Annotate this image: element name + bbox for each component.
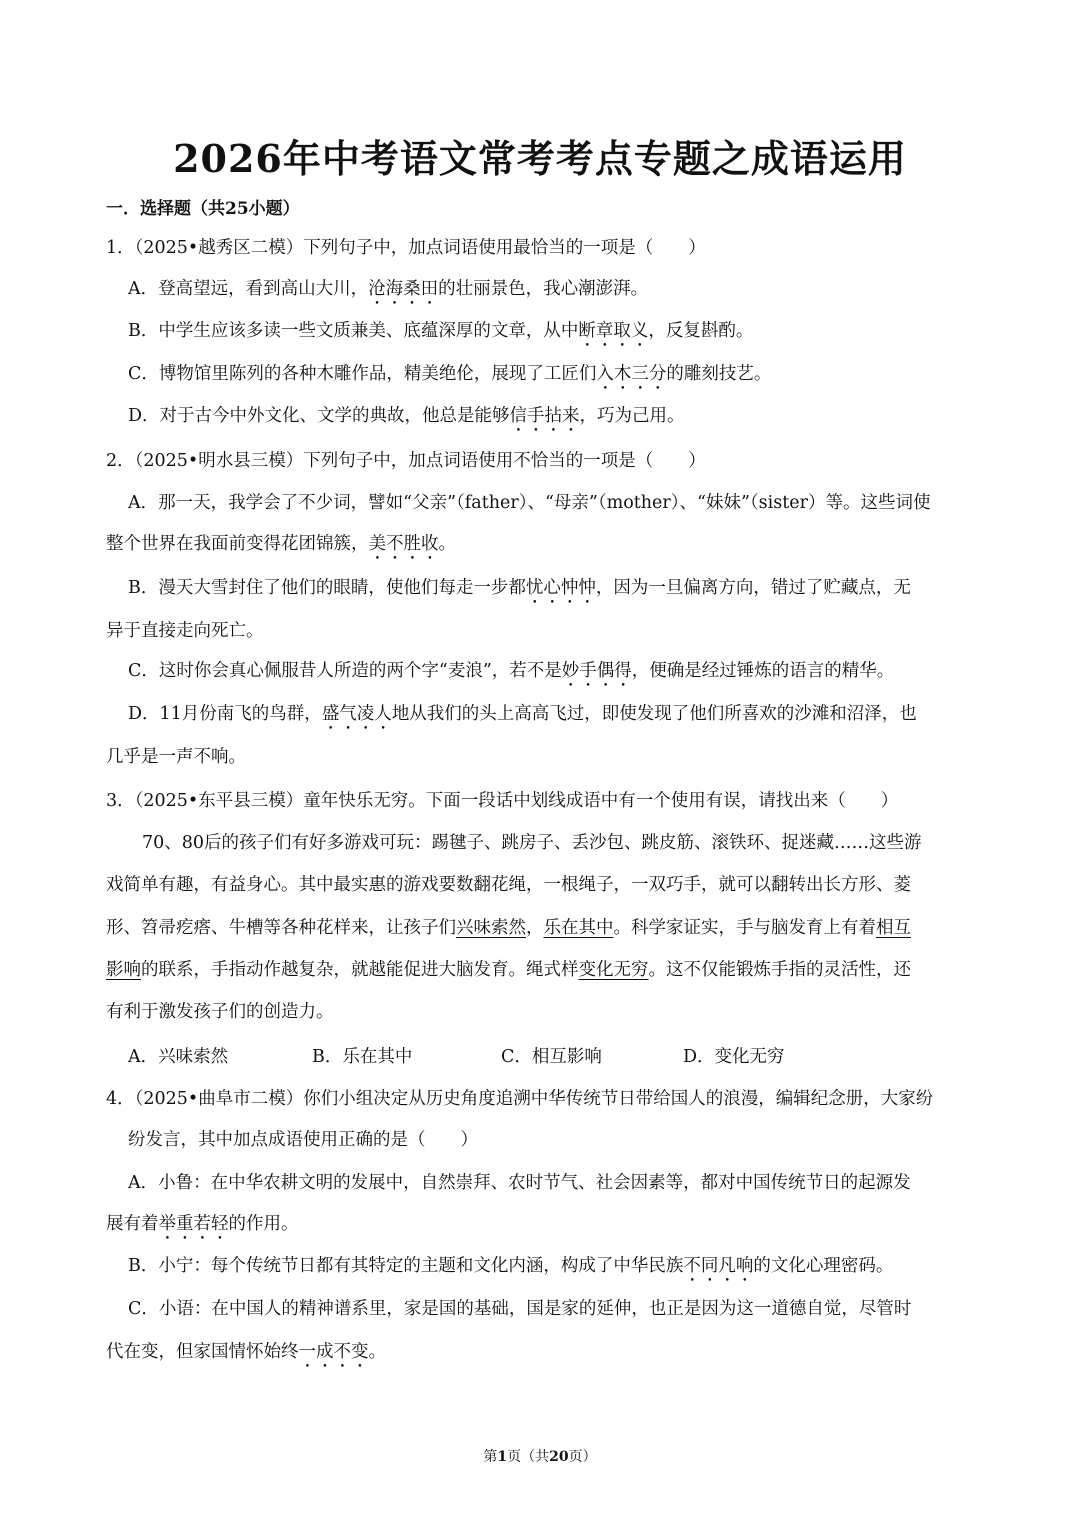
question-4-option-a-line1: A．小鲁：在中华农耕文明的发展中，自然崇拜、农时节气、社会因素等，都对中国传统节日的起源发 — [128, 1173, 911, 1193]
document-title: 2026年中考语文常考考点专题之成语运用 — [173, 136, 907, 181]
current-page-number: 1 — [497, 1449, 508, 1465]
question-4-option-a-line2: 展有着举重若轻的作用。 — [106, 1214, 299, 1234]
question-3-option-a: A．兴味索然 — [128, 1047, 229, 1067]
section-heading: 一．选择题（共25小题） — [106, 199, 300, 219]
question-1-option-d: D．对于古今中外文化、文学的典故，他总是能够信手拈来，巧为己用。 — [128, 406, 685, 426]
question-2-option-d-line1: D．11月份南飞的鸟群，盛气凌人地从我们的头上高高飞过，即使发现了他们所喜欢的沙滩和沼泽，也 — [128, 704, 917, 724]
question-2-option-a-line1: A．那一天，我学会了不少词，譬如“父亲”（father）、“母亲”（mother）、“妹妹”（sister）等。这些词使 — [128, 493, 931, 513]
question-1-option-b: B．中学生应该多读一些文质兼美、底蕴深厚的文章，从中断章取义，反复斟酌。 — [128, 321, 754, 341]
question-3-option-b: B．乐在其中 — [312, 1047, 413, 1067]
question-3-passage-line2: 戏简单有趣，有益身心。其中最实惠的游戏要数翻花绳，一根绳子，一双巧手，就可以翻转出长方形、菱 — [106, 875, 911, 895]
question-3-passage-line5: 有利于激发孩子们的创造力。 — [106, 1002, 334, 1022]
question-2-option-b-line2: 异于直接走向死亡。 — [106, 621, 264, 641]
question-3-passage-line1: 70、80后的孩子们有好多游戏可玩：踢毽子、跳房子、丢沙包、跳皮筋、滚铁环、捉迷藏……这些游 — [142, 833, 922, 853]
question-1-stem: 1．（2025•越秀区二模）下列句子中，加点词语使用最恰当的一项是（ ） — [106, 238, 706, 258]
question-4-stem-line1: 4．（2025•曲阜市二模）你们小组决定从历史角度追溯中华传统节日带给国人的浪漫，编辑纪念册，大家纷 — [106, 1089, 934, 1109]
question-2-option-c: C．这时你会真心佩服昔人所造的两个字“麦浪”，若不是妙手偶得，便确是经过锤炼的语言的精华。 — [128, 661, 895, 681]
question-1-option-a: A．登高望远，看到高山大川，沧海桑田的壮丽景色，我心潮澎湃。 — [128, 279, 649, 299]
question-2-option-a-line2: 整个世界在我面前变得花团锦簇，美不胜收。 — [106, 534, 456, 554]
total-page-count: 20 — [549, 1449, 569, 1465]
question-2-option-d-line2: 几乎是一声不响。 — [106, 747, 246, 767]
question-4-option-b: B．小宁：每个传统节日都有其特定的主题和文化内涵，构成了中华民族不同凡响的文化心理密码。 — [128, 1256, 894, 1276]
page-footer: 第1页（共20页） — [483, 1449, 597, 1465]
question-3-stem: 3．（2025•东平县三模）童年快乐无穷。下面一段话中划线成语中有一个使用有误，请找出来（ ） — [106, 791, 899, 811]
question-3-option-c: C．相互影响 — [501, 1047, 602, 1067]
question-4-option-c-line2: 代在变，但家国情怀始终一成不变。 — [106, 1342, 386, 1362]
question-2-option-b-line1: B．漫天大雪封住了他们的眼睛，使他们每走一步都忧心忡忡，因为一旦偏离方向，错过了贮藏点，无 — [128, 578, 911, 598]
question-1-option-c: C．博物馆里陈列的各种木雕作品，精美绝伦，展现了工匠们入木三分的雕刻技艺。 — [128, 364, 772, 384]
question-4-option-c-line1: C．小语：在中国人的精神谱系里，家是国的基础，国是家的延伸，也正是因为这一道德自觉，尽管时 — [128, 1299, 912, 1319]
question-3-option-d: D．变化无穷 — [683, 1047, 785, 1067]
question-4-stem-line2: 纷发言，其中加点成语使用正确的是（ ） — [128, 1130, 478, 1150]
question-2-stem: 2．（2025•明水县三模）下列句子中，加点词语使用不恰当的一项是（ ） — [106, 451, 706, 471]
question-3-passage-line3: 形、笤帚疙瘩、牛槽等各种花样来，让孩子们兴味索然，乐在其中。科学家证实，手与脑发育上有着相互 — [106, 918, 911, 938]
question-3-passage-line4: 影响的联系，手指动作越复杂，就越能促进大脑发育。绳式样变化无穷。这不仅能锻炼手指的灵活性，还 — [106, 960, 911, 980]
